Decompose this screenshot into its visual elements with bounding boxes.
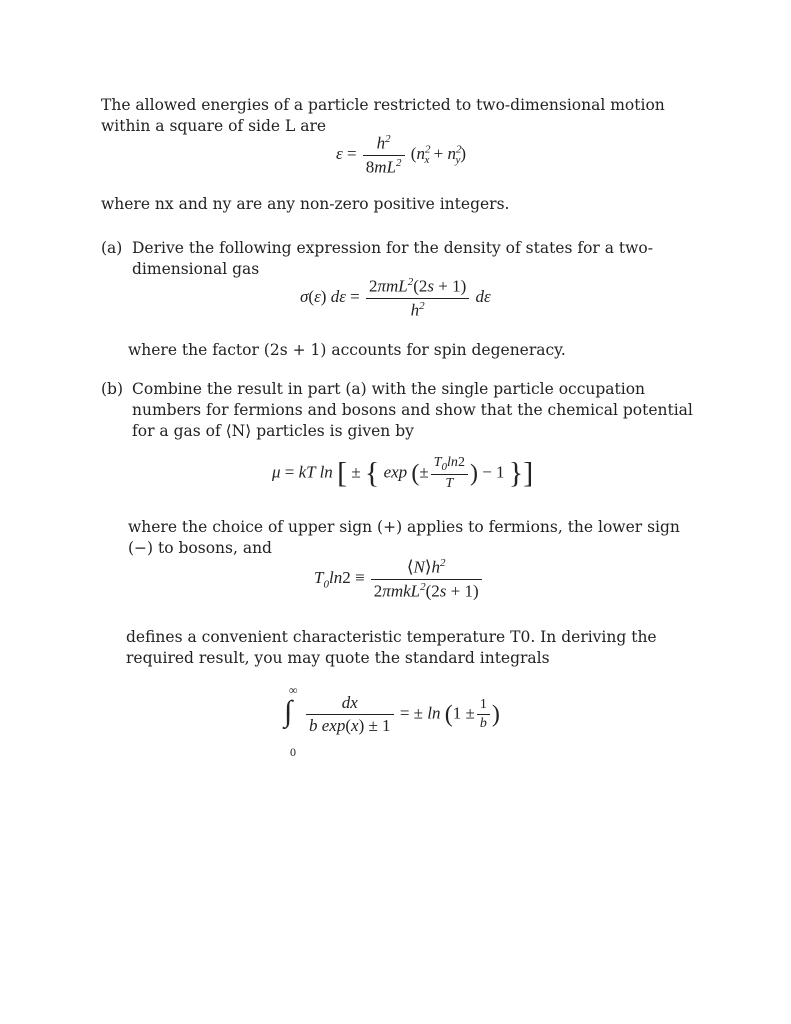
intro-text: The allowed energies of a particle restricted to two-dimensional motion within a square of side L are xyxy=(101,96,665,135)
intro-after-text: where nx and ny are any non-zero positive integers. xyxy=(101,195,510,213)
part-a-label: (a) xyxy=(101,239,123,257)
mu-equation: μ = kT ln [ ± { exp (± $\frac{T_0\ln 2}{T}$ ) − 1 }] xyxy=(272,455,534,491)
dos-equation: σ(ε) dε = $\frac{2\pi mL^2(2s + 1)}{h^2}$ dε xyxy=(300,276,491,320)
part-b-after-mu-text: where the choice of upper sign (+) applies to fermions, the lower sign (−) to bosons, and xyxy=(128,518,680,557)
part-b-label: (b) xyxy=(101,380,124,398)
t0-equation: $T_0\ln 2$ ≡ $\frac{⟨N⟩h^2}{2\pi mkL^2(2s + 1)}$ xyxy=(314,557,484,601)
part-a-paragraph xyxy=(132,238,707,280)
energy-equation: ε = $\frac{h^2}{8mL^2}$ $(n^2_x + n^2_y)$ xyxy=(336,133,466,177)
intro-paragraph xyxy=(101,95,701,137)
part-b-paragraph xyxy=(132,379,707,442)
part-a-after-text: where the factor (2s + 1) accounts for spin degeneracy. xyxy=(128,341,566,359)
intro-after-equation xyxy=(101,194,701,215)
part-b-after-t0 xyxy=(126,627,706,669)
part-a-after-equation xyxy=(128,340,708,361)
part-b-after-t0-text: defines a convenient characteristic temperature T0. In deriving the required result, you may quote the standard integrals xyxy=(126,628,657,667)
part-a-text: Derive the following expression for the density of states for a two-dimensional gas xyxy=(132,239,653,278)
integral-equation: ∞ ∫ 0 $\frac{dx}{\text{b exp(x) ± 1}}$ = ± ln (1 ± $\frac{1}{b}$ ) xyxy=(284,683,500,759)
part-b-after-mu xyxy=(128,517,708,559)
part-b-text: Combine the result in part (a) with the single particle occupation numbers for fermions and bosons and show that the chemical potential for a gas of ⟨N⟩ particles is given by xyxy=(132,380,693,440)
